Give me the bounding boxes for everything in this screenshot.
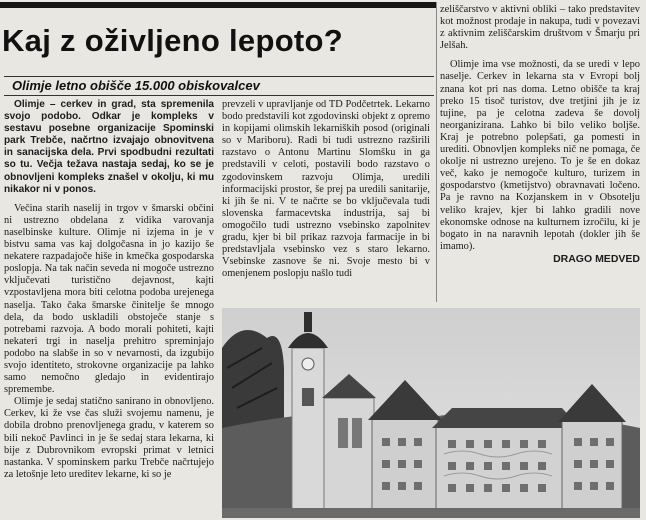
paragraph-1: Večina starih naselij in trgov v šmarski občini ni ustrezno obdelana z vidika varovanja naselbinske kulture. Olimje ni izjema in je v bistvu sama vas kaj dolgočasna in jo kazijo še nekatere razpadajoče hiše in kmečka gospodarska poslopja. Na tak način seveda ni mogoče ustrezno vključevati turistično dejavnost, kajti vzpostavljena mora biti celotna podoba urejenega naselja. Tako čaka šmarske činitelje še mnogo dela, da bodo uskladili obstoječe stanje s potrebami razvoja. A bodo morali pohiteti, kajti nekateri trgi in naselja prehitro spreminjajo podobo na slabše in so v nevarnosti, da izgubijo svojo identiteto, strokovne organizacije pa lahko samo nemočno gledajo in evidentirajo spremembe. (4, 202, 214, 396)
author-byline: DRAGO MEDVED (553, 252, 640, 265)
lead-paragraph: Olimje – cerkev in grad, sta spremenila svojo podobo. Odkar je kompleks v sestavu posebne organizacije Spominski park Trebče, načrtno izvajajo obnovitvena in sanacijska dela. Prvi spodbudni rezultati so tu. Večja težava nastaja sedaj, ko se je obnovljeni kompleks znašel v okolju, ki mu nikakor ni v ponos. (4, 99, 214, 195)
paragraph-2-part-1: Olimje je sedaj statično sanirano in obnovljeno. Cerkev, ki že vse čas služi svojemu namenu, je dobila drobno prenovljenega gradu, v katerem so bili nekoč Pavlinci in je še sedaj stara lekarna, ki bije z Dubrovnikom evropski primat v letnici nastanka. V spominskem parku Trebče načrtujejo za letošnje leto ureditev lekarne, ki so je (4, 396, 214, 480)
article-headline: Kaj z oživljeno lepoto? (2, 23, 344, 58)
paragraph-2-part-3: zeliščarstvo v aktivni obliki – tako predstavitev kot možnost prodaje in nakupa, tudi v povezavi z aktivnim zeliščarskim društvom v Šmarju pri Jelšah. (440, 4, 640, 52)
article-subhead: Olimje letno obišče 15.000 obiskovalcev (4, 76, 434, 96)
top-rule (0, 2, 436, 8)
castle-and-church-photo (222, 308, 640, 518)
paragraph-2-part-2: prevzeli v upravljanje od TD Podčetrtek. Lekarno bodo predstavili kot zgodovinski objekt z opremo in kopijami olimskih lekarniških posod (originali so v Mariboru). Radi bi tudi ustrezno razširili razstavo o Antonu Martinu Slomšku in ga predstavili v celoti, postavili bodo razstavo o zgodovinskem razvoju Olimja, uredili informacijski prostor, še prej pa uredili sanitarije, ki jih še ni. V te načrte se bo vključevala tudi slovenska farmacevtska industrija, saj bi omogočilo tudi ustrezno vsebinsko zapolnitev gradu, kjer bi bil prikaz razvoja farmacije in bi predstavljala vsebinsko vez s staro lekarno. Vsebinske zasnove še ni. Svoje mesto bi v omenjenem poslopju našlo tudi (222, 99, 430, 280)
paragraph-2-continued (222, 99, 430, 280)
paragraph-2-end (440, 4, 640, 52)
paragraph-2-start (4, 396, 214, 481)
column-divider (436, 2, 437, 302)
paragraph-3: Olimje ima vse možnosti, da se uredi v lepo naselje. Cerkev in lekarna sta v Evropi bolj znana kot pri nas doma. Letno obišče ta kraj preko 15 tisoč turistov, dve tretjini jih je iz tujine, pa je celotna zadeva še dovolj neorganizirana. Lahko bi bilo veliko boljše. Kraj je potrebno polepšati, ga pomesti in urediti. Obnovljen kompleks nič ne pomaga, če okolje ni ustrezno urejeno. To je še en dokaz več, kako je nemogoče kulturo, turizem in gospodarstvo (kmetijstvo) obravnavati ločeno. Pa je ravno na Kozjanskem in v Obsotelju veliko krajev, kjer bi lahko gradili nove ekonomske odnose na kulturnem izročilu, ki je bogato in na naravnih lepotah (dokler jih še imamo). (440, 59, 640, 252)
text-column-3 (440, 4, 640, 304)
text-column-2 (222, 99, 430, 309)
text-column-1 (4, 99, 214, 520)
